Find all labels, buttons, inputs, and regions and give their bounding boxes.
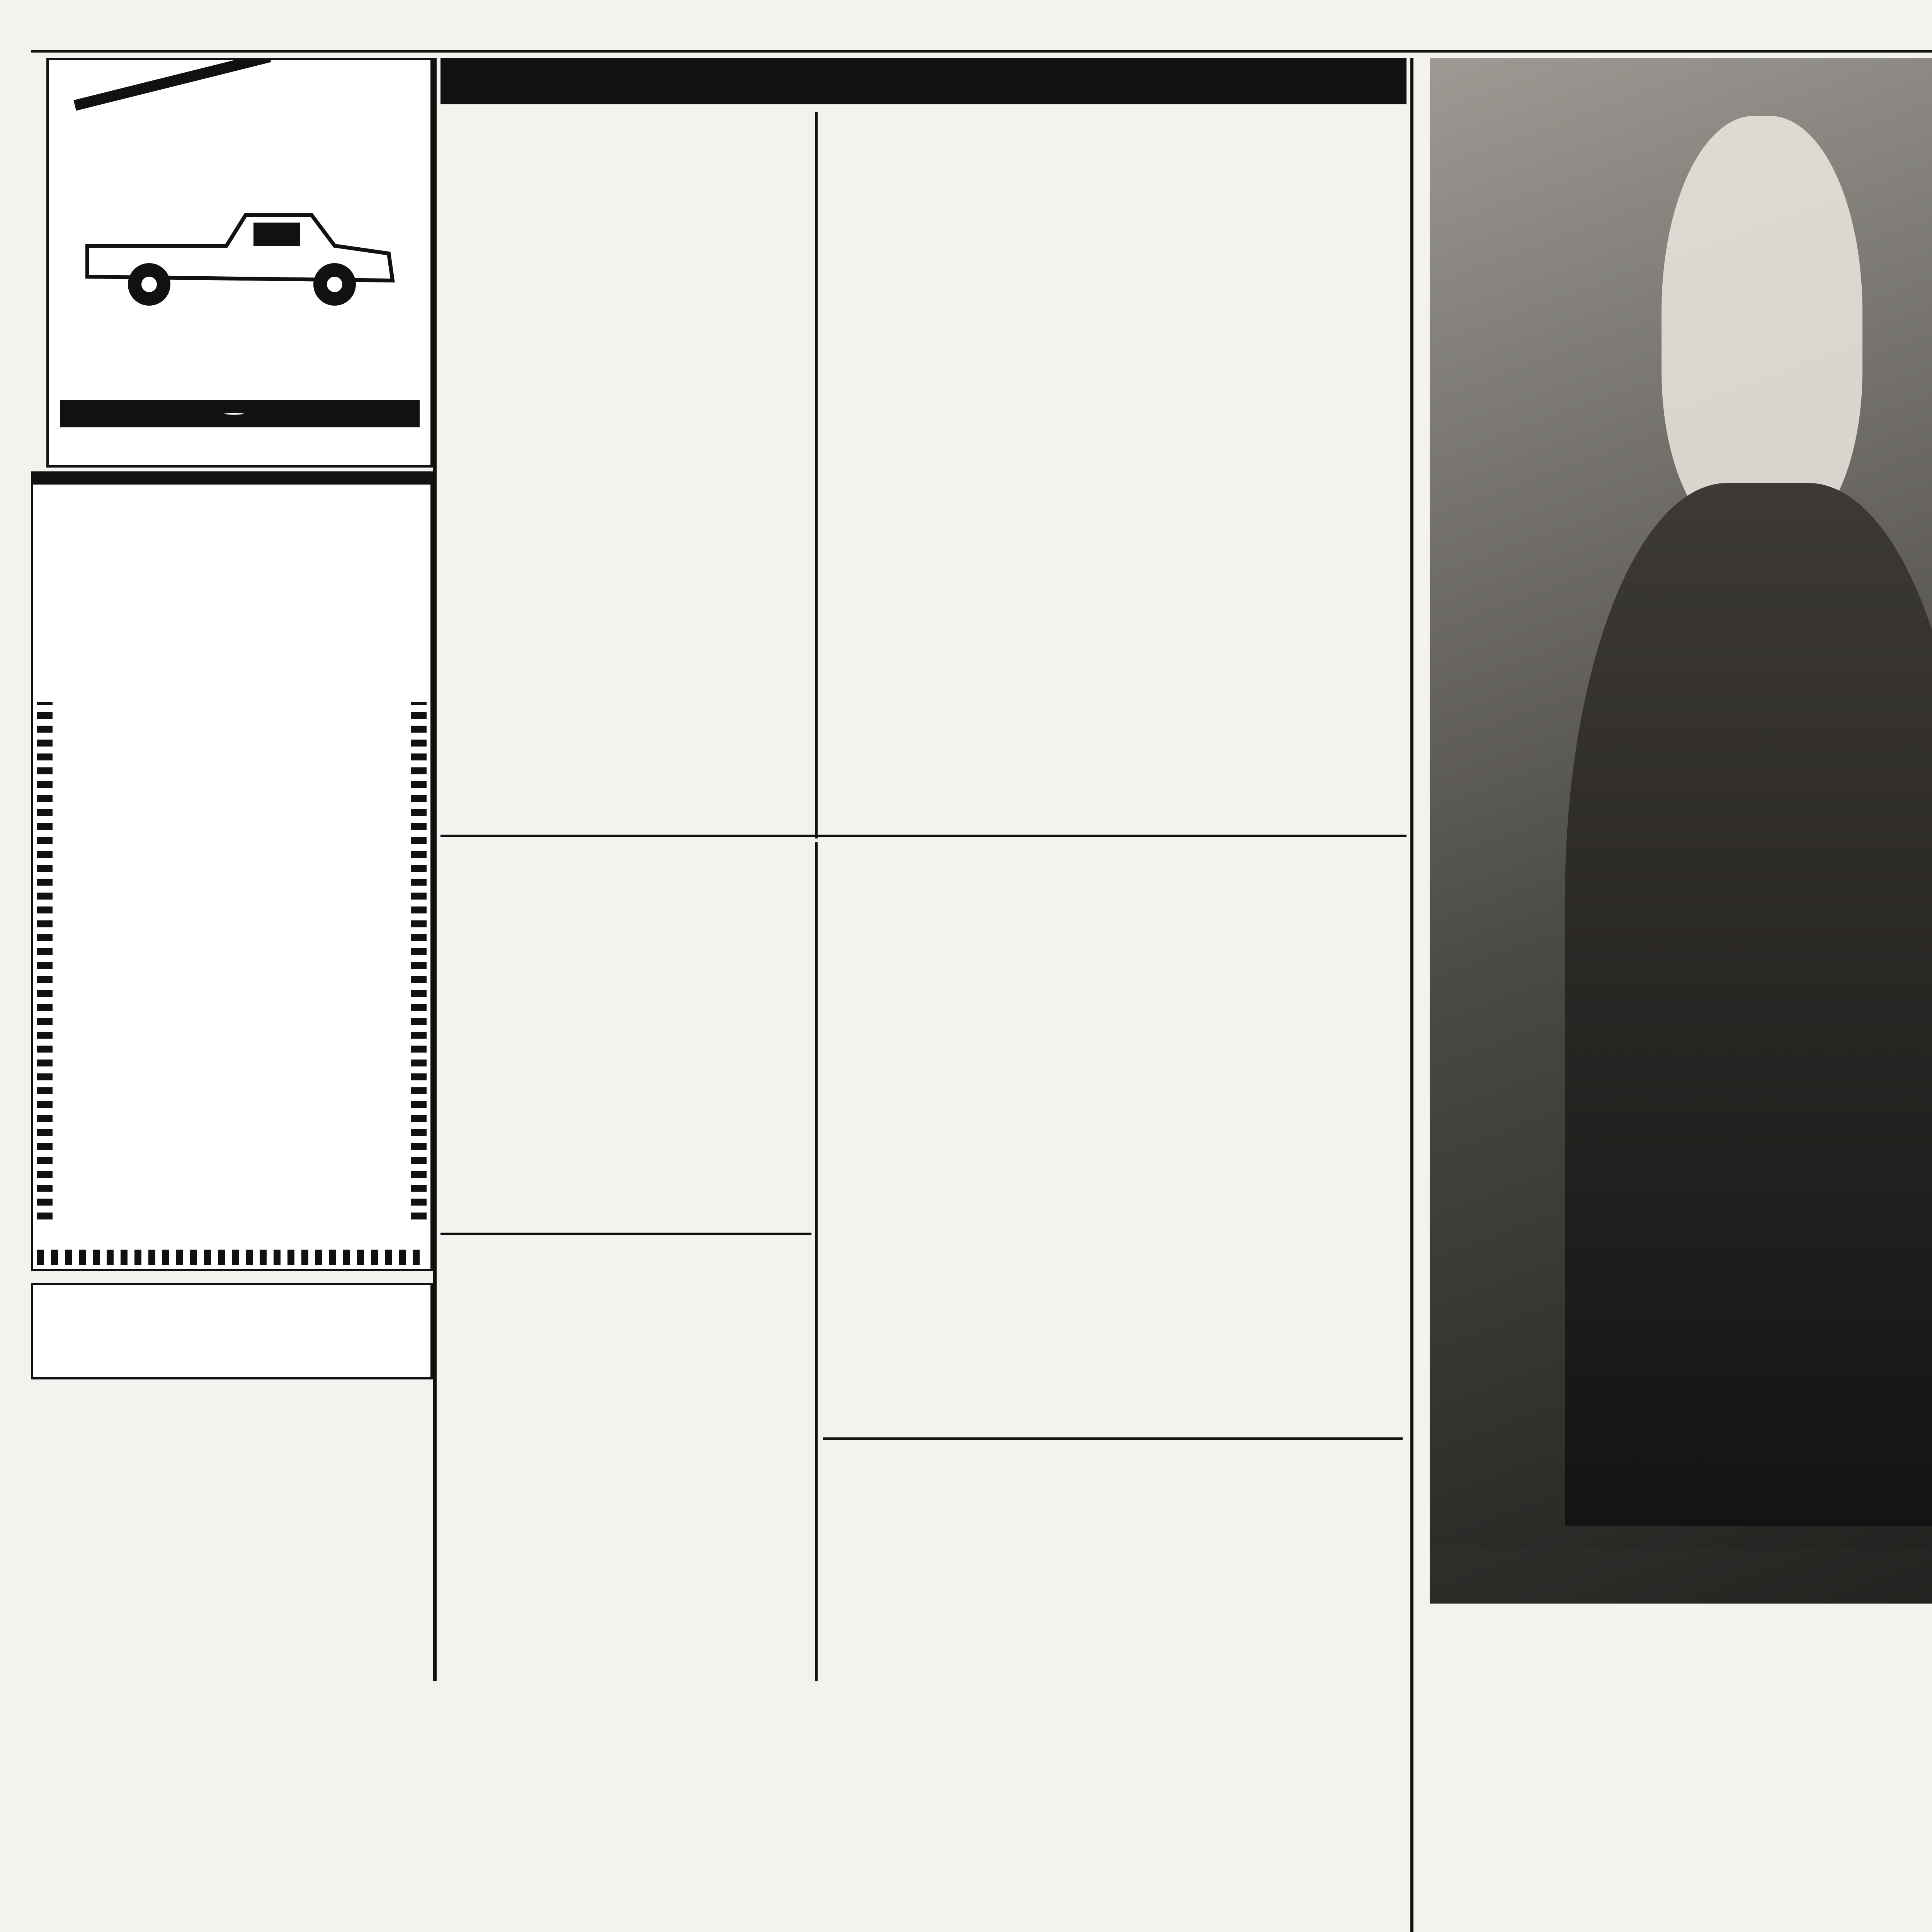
presenter-caption bbox=[1430, 1557, 1932, 1658]
article-aids bbox=[823, 1445, 1403, 1932]
luncheon-ad bbox=[31, 471, 433, 1271]
article-body bbox=[823, 847, 1403, 1268]
article-body-wrapper bbox=[823, 1450, 1403, 1801]
article-farm bbox=[440, 1240, 811, 1681]
maps-ad bbox=[31, 1461, 433, 1673]
ford-logo-icon bbox=[224, 413, 244, 415]
article-body bbox=[440, 1245, 811, 1546]
article-mother bbox=[823, 842, 1403, 1430]
row-rule-1 bbox=[440, 835, 1406, 837]
article-body bbox=[440, 117, 811, 677]
truck-illustration bbox=[64, 188, 412, 327]
article-body-wrapper bbox=[823, 120, 1403, 696]
col-rule-4 bbox=[1410, 58, 1413, 1932]
article-body bbox=[440, 847, 811, 1102]
article-cheque bbox=[823, 112, 1403, 838]
presenter-silhouette bbox=[1662, 116, 1862, 541]
header-rule bbox=[31, 50, 1932, 53]
page-folio bbox=[31, 15, 765, 50]
presenter-jacket bbox=[1565, 483, 1932, 1526]
row-rule-3 bbox=[823, 1437, 1403, 1440]
col-rule-2 bbox=[815, 112, 818, 838]
loadmaster-ad bbox=[31, 1283, 433, 1379]
greek-border-left bbox=[37, 702, 53, 1219]
col-rule-1 bbox=[433, 58, 437, 1681]
row-rule-2 bbox=[440, 1233, 811, 1235]
section-banner bbox=[440, 58, 1406, 104]
courier-ad bbox=[46, 58, 433, 468]
luncheon-title bbox=[33, 474, 430, 485]
article-sect bbox=[440, 842, 811, 1229]
courier-dealer-bar bbox=[60, 400, 420, 427]
greek-border-bottom bbox=[37, 1250, 427, 1265]
col-rule-3 bbox=[815, 842, 818, 1681]
courier-banner bbox=[73, 58, 271, 111]
article-overdose bbox=[440, 112, 811, 819]
greek-border-right bbox=[411, 702, 427, 1219]
